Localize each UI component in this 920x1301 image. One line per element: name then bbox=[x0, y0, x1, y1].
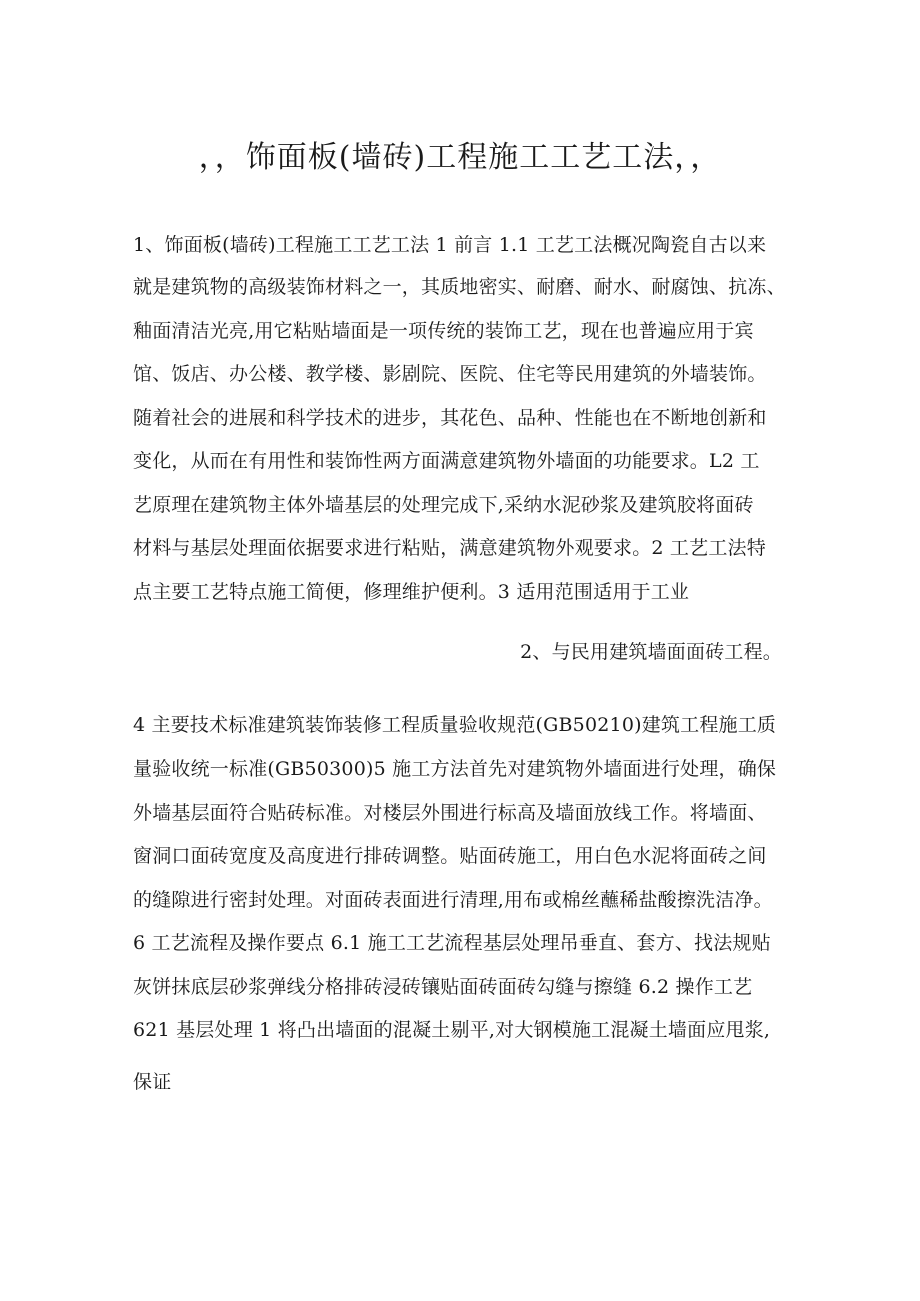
paragraph-line: 灰饼抹底层砂浆弹线分格排砖浸砖镶贴面砖面砖勾缝与擦缝 6.2 操作工艺 bbox=[133, 976, 753, 998]
paragraph-line: 釉面清洁光亮,用它粘贴墙面是一项传统的装饰工艺，现在也普遍应用于宾 bbox=[133, 320, 754, 342]
paragraph-line: 621 基层处理 1 将凸出墙面的混凝土剔平,对大钢模施工混凝土墙面应甩浆, bbox=[133, 1019, 771, 1041]
paragraph-line: 艺原理在建筑物主体外墙基层的处理完成下,采纳水泥砂浆及建筑胶将面砖 bbox=[133, 494, 754, 516]
paragraph-line: 馆、饭店、办公楼、教学楼、影剧院、医院、住宅等民用建筑的外墙装饰。 bbox=[133, 363, 767, 385]
paragraph-line: 1、饰面板(墙砖)工程施工工艺工法 1 前言 1.1 工艺工法概况陶瓷自古以来 bbox=[133, 234, 767, 256]
paragraph-line: 的缝隙进行密封处理。对面砖表面进行清理,用布或棉丝蘸稀盐酸擦洗洁净。 bbox=[133, 889, 773, 911]
paragraph-line: 材料与基层处理面依据要求进行粘贴，满意建筑物外观要求。2 工艺工法特 bbox=[133, 537, 766, 559]
paragraph-line: 外墙基层面符合贴砖标准。对楼层外围进行标高及墙面放线工作。将墙面、 bbox=[133, 802, 767, 824]
paragraph-line: 4 主要技术标准建筑装饰装修工程质量验收规范(GB50210)建筑工程施工质 bbox=[133, 714, 777, 736]
paragraph-line: 量验收统一标准(GB50300)5 施工方法首先对建筑物外墙面进行处理，确保 bbox=[133, 758, 777, 780]
paragraph-line: 窗洞口面砖宽度及高度进行排砖调整。贴面砖施工，用白色水泥将面砖之间 bbox=[133, 845, 767, 867]
document-title: ，，饰面板(墙砖)工程施工工艺工法，， bbox=[198, 140, 722, 175]
paragraph-line: 保证 bbox=[133, 1071, 172, 1093]
paragraph-line: 点主要工艺特点施工简便，修理维护便利。3 适用范围适用于工业 bbox=[133, 581, 690, 603]
paragraph-line: 就是建筑物的高级装饰材料之一，其质地密实、耐磨、耐水、耐腐蚀、抗冻、 bbox=[133, 276, 786, 298]
paragraph-line: 随着社会的进展和科学技术的进步，其花色、品种、性能也在不断地创新和 bbox=[133, 407, 767, 429]
paragraph-line: 6 工艺流程及操作要点 6.1 施工工艺流程基层处理吊垂直、套方、找法规贴 bbox=[133, 932, 771, 954]
paragraph-line: 变化，从而在有用性和装饰性两方面满意建筑物外墙面的功能要求。L2 工 bbox=[133, 450, 760, 472]
section-heading: 2、与民用建筑墙面面砖工程。 bbox=[520, 641, 782, 663]
